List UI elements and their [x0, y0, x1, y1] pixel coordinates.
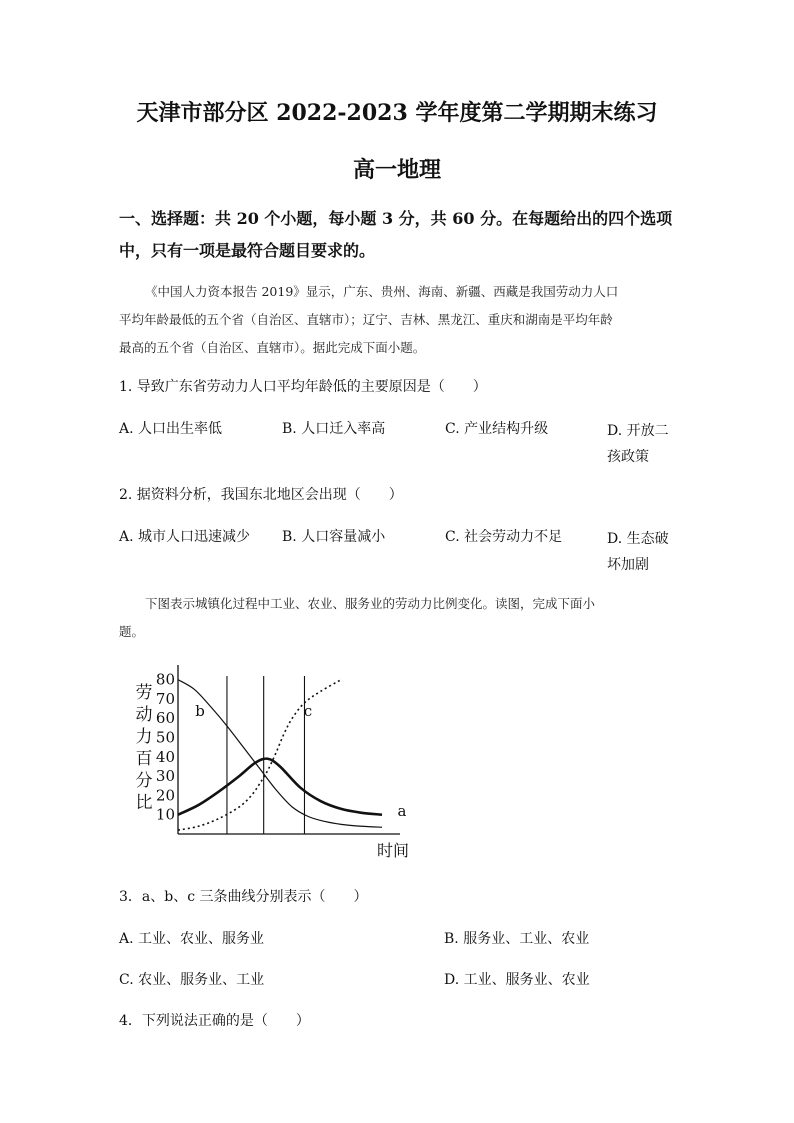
y-axis-label-char: 比	[135, 793, 153, 813]
y-tick-label: 10	[155, 805, 175, 824]
q3-option-d[interactable]: D. 工业、服务业、农业	[444, 972, 590, 988]
labor-chart	[120, 660, 420, 865]
q3-option-b[interactable]: B. 服务业、工业、农业	[444, 931, 590, 947]
y-axis-label-char: 动	[135, 705, 153, 725]
material2-line2: 题。	[119, 624, 145, 639]
y-tick-label: 80	[155, 670, 175, 689]
y-axis-label	[136, 683, 153, 813]
question-3-stem: 3．a、b、c 三条曲线分别表示（ ）	[119, 889, 368, 905]
y-axis-label-char: 力	[135, 727, 153, 747]
y-tick-label: 50	[155, 728, 175, 747]
page-subtitle: 高一地理	[352, 157, 441, 183]
q2-option-d[interactable]: D. 生态破坏加剧	[607, 531, 669, 573]
curve-label-a: a	[397, 802, 407, 820]
y-tick-label: 30	[155, 767, 175, 786]
y-tick-label: 20	[155, 786, 175, 805]
q2-option-c[interactable]: C. 社会劳动力不足	[445, 529, 563, 545]
q1-option-c[interactable]: C. 产业结构升级	[445, 421, 549, 437]
y-axis-label-char: 分	[135, 771, 153, 791]
curve-b	[178, 680, 382, 828]
q1-option-a[interactable]: A. 人口出生率低	[119, 421, 223, 437]
section-heading-line2: 中，只有一项是最符合题目要求的。	[119, 241, 376, 260]
material2-line1: 下图表示城镇化过程中工业、农业、服务业的劳动力比例变化。读图，完成下面小	[145, 596, 596, 611]
curve-a	[178, 759, 382, 815]
y-tick-label: 40	[155, 747, 175, 766]
q3-option-c[interactable]: C. 农业、服务业、工业	[119, 972, 265, 988]
q2-option-b[interactable]: B. 人口容量减小	[282, 529, 386, 545]
y-tick-label: 70	[155, 689, 175, 708]
x-axis-label: 时间	[376, 841, 410, 860]
curve-label-b: b	[195, 702, 205, 720]
q1-option-d[interactable]: D. 开放二孩政策	[607, 423, 669, 465]
page-title: 天津市部分区 2022-2023 学年度第二学期期末练习	[136, 100, 658, 126]
q1-option-b[interactable]: B. 人口迁入率高	[282, 421, 386, 437]
material1-line1: 《中国人力资本报告 2019》显示，广东、贵州、海南、新疆、西藏是我国劳动力人口	[145, 284, 619, 299]
y-tick-label: 60	[155, 709, 175, 728]
curve-label-c: c	[303, 702, 313, 720]
material1-line2: 平均年龄最低的五个省（自治区、直辖市）；辽宁、吉林、黑龙江、重庆和湖南是平均年龄	[119, 312, 613, 327]
section-heading-line1: 一、选择题：共 20 个小题，每小题 3 分，共 60 分。在每题给出的四个选项	[119, 209, 673, 228]
material1-line3: 最高的五个省（自治区、直辖市）。据此完成下面小题。	[119, 340, 426, 355]
q3-option-a[interactable]: A. 工业、农业、服务业	[119, 931, 265, 947]
question-2-stem: 2. 据资料分析，我国东北地区会出现（ ）	[119, 487, 403, 503]
question-4-stem: 4．下列说法正确的是（ ）	[119, 1013, 310, 1029]
y-axis-label-char: 劳	[135, 683, 153, 703]
question-1-stem: 1. 导致广东省劳动力人口平均年龄低的主要原因是（ ）	[119, 379, 487, 395]
y-axis-label-char: 百	[135, 749, 153, 769]
q2-option-a[interactable]: A. 城市人口迅速减少	[119, 529, 251, 545]
